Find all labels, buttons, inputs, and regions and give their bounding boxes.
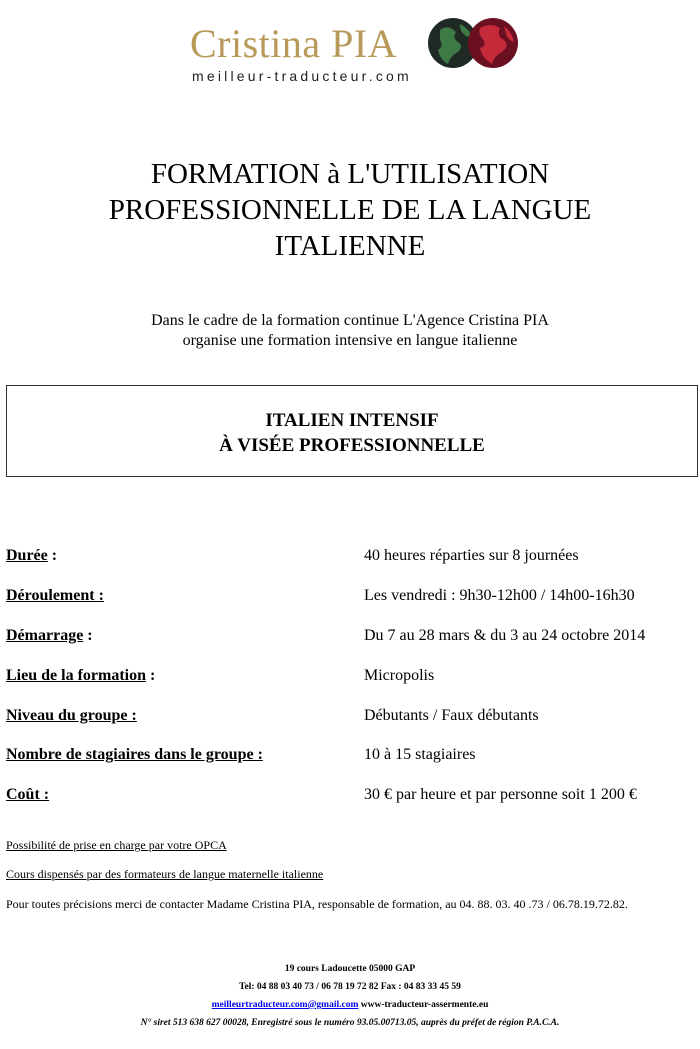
detail-value: 30 € par heure et par personne soit 1 200 €	[364, 786, 637, 803]
footer-contact	[0, 1000, 700, 1010]
detail-value: Les vendredi : 9h30-12h00 / 14h00-16h30	[364, 587, 635, 604]
footer-siret: N° siret 513 638 627 00028, Enregistré sous le numéro 93.05.00713.05, auprès du préfet de région P.A.C.A.	[140, 1018, 560, 1028]
title-line-2: PROFESSIONNELLE DE LA LANGUE	[108, 194, 592, 226]
detail-row-stagiaires	[6, 746, 696, 768]
email-link[interactable]: meilleurtraducteur.com@gmail.com	[211, 1000, 359, 1010]
detail-label: Démarrage :	[6, 627, 93, 644]
intro-line-1: Dans le cadre de la formation continue L'Agence Cristina PIA	[151, 312, 549, 329]
detail-row-demarrage	[6, 627, 696, 649]
detail-row-cout	[6, 786, 696, 808]
note-opca: Possibilité de prise en charge par votre OPCA	[6, 838, 227, 852]
note-contact: Pour toutes précisions merci de contacter Madame Cristina PIA, responsable de formation, au 04. 88. 03. 40 .73 / 06.78.19.72.82.	[6, 897, 628, 911]
detail-row-deroulement	[6, 587, 696, 609]
detail-label: Nombre de stagiaires dans le groupe :	[6, 746, 263, 763]
detail-label: Déroulement :	[6, 587, 104, 604]
footer-address: 19 cours Ladoucette 05000 GAP	[284, 964, 416, 974]
intro-text	[0, 311, 700, 351]
banner-line-1: ITALIEN INTENSIF	[265, 410, 439, 431]
globes-icon	[426, 16, 520, 70]
website-text: www-traducteur-assermente.eu	[358, 1000, 489, 1010]
detail-label: Coût :	[6, 786, 50, 803]
detail-label: Niveau du groupe :	[6, 707, 137, 724]
detail-value: 40 heures réparties sur 8 journées	[364, 547, 579, 564]
note-teachers: Cours dispensés par des formateurs de langue maternelle italienne	[6, 867, 324, 881]
detail-row-lieu	[6, 667, 696, 689]
detail-row-niveau	[6, 707, 696, 729]
detail-label: Lieu de la formation :	[6, 667, 156, 684]
intro-line-2: organise une formation intensive en langue italienne	[182, 332, 518, 349]
title-line-3: ITALIENNE	[274, 230, 426, 262]
detail-value: Débutants / Faux débutants	[364, 707, 539, 724]
logo-name: Cristina PIA	[190, 21, 398, 66]
detail-row-duree	[6, 547, 696, 569]
detail-label: Durée :	[6, 547, 58, 564]
detail-value: Micropolis	[364, 667, 435, 684]
course-banner	[6, 385, 698, 477]
company-logo	[190, 14, 520, 86]
banner-line-2: À VISÉE PROFESSIONNELLE	[219, 435, 485, 456]
title-line-1: FORMATION à L'UTILISATION	[150, 158, 550, 190]
logo-url: meilleur-traducteur.com	[192, 68, 412, 84]
document-title	[0, 156, 700, 264]
footer-phones: Tel: 04 88 03 40 73 / 06 78 19 72 82 Fax : 04 83 33 45 59	[239, 982, 461, 992]
detail-value: Du 7 au 28 mars & du 3 au 24 octobre 2014	[364, 627, 646, 644]
detail-value: 10 à 15 stagiaires	[364, 746, 476, 763]
